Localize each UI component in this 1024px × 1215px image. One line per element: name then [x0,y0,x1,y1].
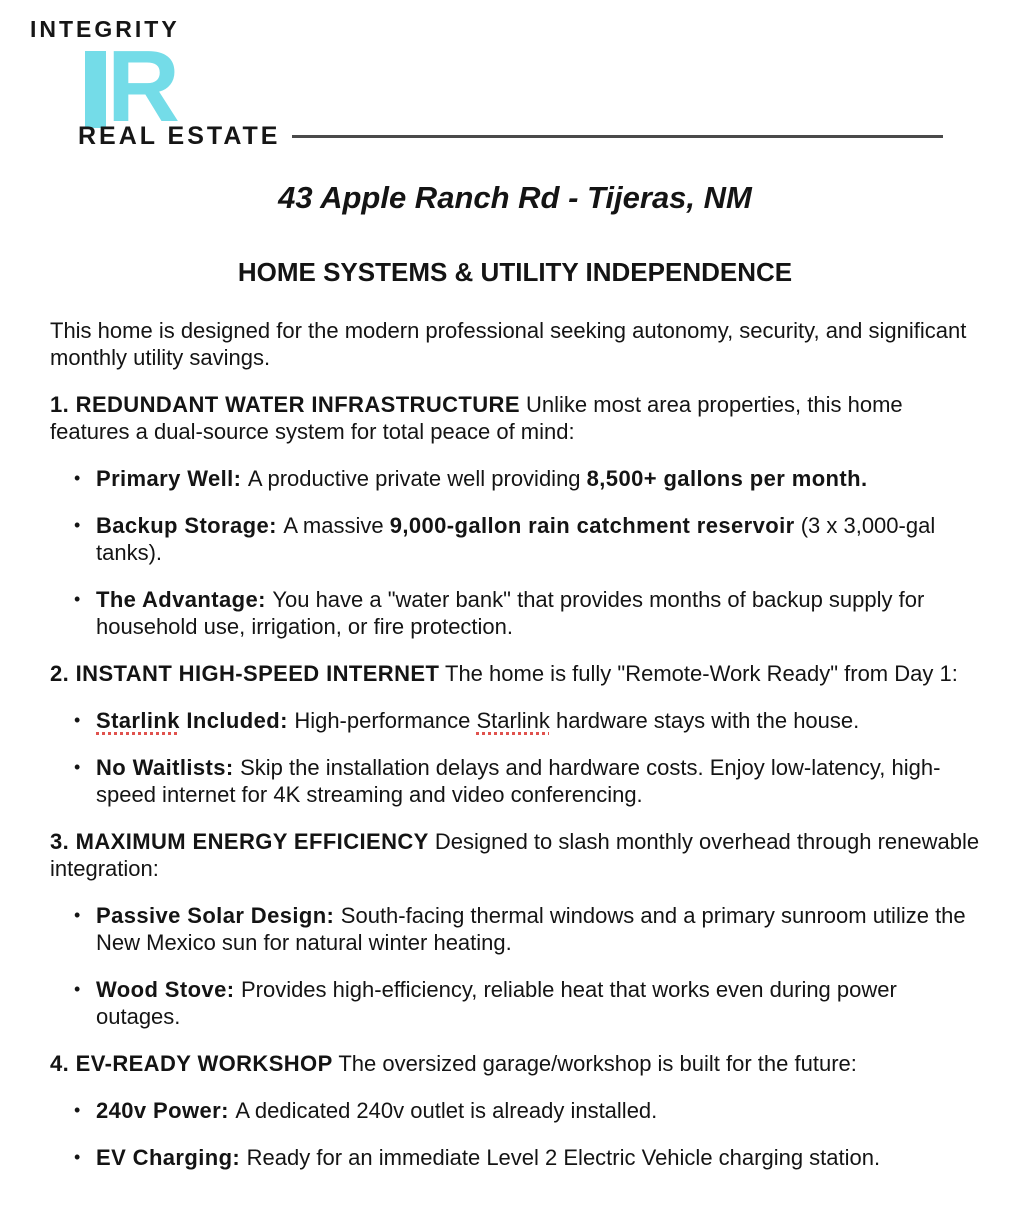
bullet-marker: • [74,757,81,777]
list-item [50,1097,980,1124]
sections-container [50,391,980,1171]
bold-text-run: 8,500+ gallons per month. [586,466,868,491]
list-item-text [96,754,980,808]
bullet-marker: • [74,589,81,609]
text-run: Ready for an immediate Level 2 Electric Vehicle charging station. [246,1145,881,1170]
bold-text-run: The Advantage: [96,587,273,612]
list-item-text [96,1097,980,1124]
list-item [50,1144,980,1171]
list-item-text [96,707,980,734]
bullet-marker: • [74,1147,81,1167]
section-heading-text: 1. REDUNDANT WATER INFRASTRUCTURE [50,392,520,417]
section-lead-text: Unlike most area properties, this home features a dual-source system for total peace of mind: [50,392,903,444]
section-lead-text: Designed to slash monthly overhead through renewable integration: [50,829,980,881]
section-paragraph [50,828,980,882]
section-paragraph [50,391,980,445]
text-run: A massive [283,513,390,538]
letterhead-rule [292,135,943,138]
list-item [50,512,980,566]
list-item [50,465,980,492]
text-run: A productive private well providing [247,466,587,491]
list-item-text [96,465,980,492]
text-run: Skip the installation delays and hardware costs. Enjoy low-latency, high-speed internet for 4K streaming and video conferencing. [96,755,941,807]
misspelled-word: Starlink [96,708,180,733]
text-run: (3 x 3,000-gal tanks). [96,513,936,565]
list-item-text [96,976,980,1030]
bullet-marker: • [74,905,81,925]
list-item [50,976,980,1030]
section-paragraph [50,660,980,687]
list-item-text [96,1144,980,1171]
bold-text-run: Passive Solar Design: [96,903,341,928]
bold-text-run: Included: [179,708,295,733]
monogram-i-bar-logo [85,51,106,128]
list-item-text [96,902,980,956]
bold-text-run: 9,000-gallon rain catchment reservoir [389,513,795,538]
list-item [50,754,980,808]
text-run: Provides high-efficiency, reliable heat that works even during power outages. [96,977,897,1029]
text-run: A dedicated 240v outlet is already installed. [235,1098,658,1123]
list-item [50,586,980,640]
text-run: South-facing thermal windows and a primary sunroom utilize the New Mexico sun for natural winter heating. [96,903,966,955]
bold-text-run: EV Charging: [96,1145,247,1170]
document-body [0,180,1024,1171]
property-title: 43 Apple Ranch Rd - Tijeras, NM [278,180,752,215]
bullet-marker: • [74,468,81,488]
section-heading-text: 4. EV-READY WORKSHOP [50,1051,333,1076]
section-paragraph [50,1050,980,1077]
monogram-r-letter-logo: R [107,31,180,143]
bold-text-run: Wood Stove: [96,977,241,1002]
bold-text-run: No Waitlists: [96,755,241,780]
list-item [50,902,980,956]
bullet-marker: • [74,1100,81,1120]
text-run: hardware stays with the house. [549,708,860,733]
text-run: High-performance [294,708,477,733]
section-heading-text: 3. MAXIMUM ENERGY EFFICIENCY [50,829,429,854]
misspelled-word: Starlink [476,708,550,733]
brand-tagline-text: REAL ESTATE [78,122,281,150]
bold-text-run: Backup Storage: [96,513,284,538]
bullet-marker: • [74,710,81,730]
section-lead-text: The oversized garage/workshop is built for the future: [332,1051,857,1076]
list-item-text [96,586,980,640]
document-heading: HOME SYSTEMS & UTILITY INDEPENDENCE [237,257,793,287]
brand-tagline-row [78,122,943,151]
bullet-marker: • [74,979,81,999]
list-item-text [96,512,980,566]
letterhead [0,0,1024,158]
text-run: You have a "water bank" that provides months of backup supply for household use, irrigation, or fire protection. [96,587,925,639]
bold-text-run: Primary Well: [96,466,248,491]
list-item [50,707,980,734]
brand-name-text: INTEGRITY [30,16,180,42]
bullet-marker: • [74,515,81,535]
bold-text-run: 240v Power: [96,1098,236,1123]
section-heading-text: 2. INSTANT HIGH-SPEED INTERNET [50,661,440,686]
section-lead-text: The home is fully "Remote-Work Ready" from Day 1: [439,661,958,686]
intro-paragraph: This home is designed for the modern professional seeking autonomy, security, and significant monthly utility savings. [50,318,967,370]
